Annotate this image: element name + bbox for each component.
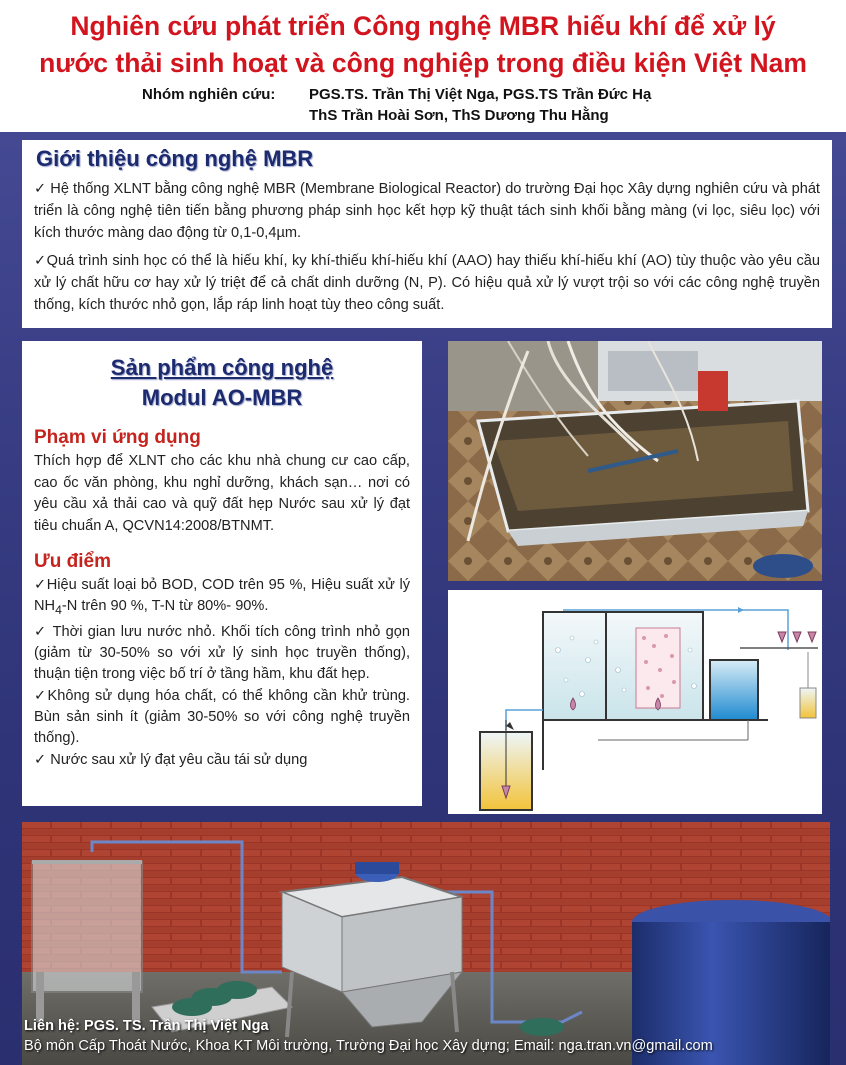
title-line-2: nước thải sinh hoạt và công nghiệp trong điều kiện Việt Nam bbox=[39, 48, 807, 78]
intro-heading: Giới thiệu công nghệ MBR bbox=[36, 146, 314, 171]
advantage-item-3: ✓Không sử dụng hóa chất, có thể không cần khử trùng. Bùn sản sinh ít (giảm 30-50% so với công nghệ truyền thống). bbox=[34, 687, 410, 746]
advantages-list bbox=[34, 575, 410, 771]
process-diagram bbox=[448, 590, 822, 814]
advantage-item-2: ✓ Thời gian lưu nước nhỏ. Khối tích công trình nhỏ gọn (giảm từ 30-50% so với xử lý sinh học truyền thống), thuận tiện trong việc bố trí ở tầng hầm, khu đất hẹp. bbox=[34, 623, 410, 682]
title-line-1: Nghiên cứu phát triển Công nghệ MBR hiếu khí để xử lý bbox=[70, 11, 776, 41]
team-members-line-2: ThS Trần Hoài Sơn, ThS Dương Thu Hằng bbox=[309, 107, 609, 124]
contact-person: Liên hệ: PGS. TS. Trần Thị Việt Nga bbox=[24, 1018, 269, 1034]
advantage-1-subscript: 4 bbox=[55, 602, 62, 617]
advantage-item-1 bbox=[34, 575, 410, 621]
advantage-item-4: ✓ Nước sau xử lý đạt yêu cầu tái sử dụng bbox=[34, 751, 308, 768]
intro-section bbox=[22, 140, 832, 328]
advantage-1-post: -N trên 90 %, T-N từ 80%- 90%. bbox=[61, 598, 269, 614]
intro-paragraph-1: ✓ Hệ thống XLNT bằng công nghệ MBR (Membrane Biological Reactor) do trường Đại học Xây dựng nghiên cứu và phát triển là công nghệ tiên tiến bằng phương pháp sinh học kết hợp kỹ thuật tách sinh khối bằng màng (vi lọc, siêu lọc) với kích thước màng dao động từ 0,1-0,4µm. bbox=[34, 181, 820, 241]
poster-header bbox=[0, 0, 846, 132]
contact-affiliation-email: Bộ môn Cấp Thoát Nước, Khoa KT Môi trường, Trường Đại học Xây dựng; Email: nga.tran.vn@gmail.com bbox=[24, 1038, 713, 1054]
product-section bbox=[22, 341, 422, 806]
product-title: Sản phẩm công nghệ bbox=[110, 355, 334, 380]
scope-heading: Phạm vi ứng dụng bbox=[34, 427, 201, 448]
poster-title bbox=[0, 8, 846, 82]
intro-paragraph-2: ✓Quá trình sinh học có thể là hiếu khí, ky khí-thiếu khí-hiếu khí (AAO) hay thiếu khí-hiếu khí (AO) tùy thuộc vào yêu cầu xử lý chất hữu cơ hay xử lý triệt để cả chất dinh dưỡng (N, P). Có hiệu quả xử lý vượt trội so với các công nghệ truyền thống, kích thước nhỏ gọn, lắp ráp linh hoạt tùy theo công suất. bbox=[34, 253, 820, 313]
process-diagram-svg bbox=[448, 590, 822, 814]
advantage-1-pre: ✓Hiệu suất loại bỏ BOD, COD trên 95 %, Hiệu suất xử lý NH bbox=[34, 577, 410, 614]
product-model: Modul AO-MBR bbox=[141, 385, 303, 410]
mbr-tank-photo bbox=[448, 341, 822, 581]
scope-text: Thích hợp để XLNT cho các khu nhà chung cư cao cấp, cao ốc văn phòng, khu nghỉ dưỡng, khách sạn… nơi có yêu cầu xả thải cao và quỹ đất hẹp Nước sau xử lý đạt tiêu chuẩn A, QCVN14:2008/BTNMT. bbox=[34, 453, 410, 534]
team-label: Nhóm nghiên cứu: bbox=[142, 86, 276, 103]
advantages-heading: Ưu điểm bbox=[34, 551, 111, 572]
team-members-line-1: PGS.TS. Trần Thị Việt Nga, PGS.TS Trần Đức Hạ bbox=[309, 86, 652, 103]
mbr-tank-illustration bbox=[448, 341, 822, 581]
